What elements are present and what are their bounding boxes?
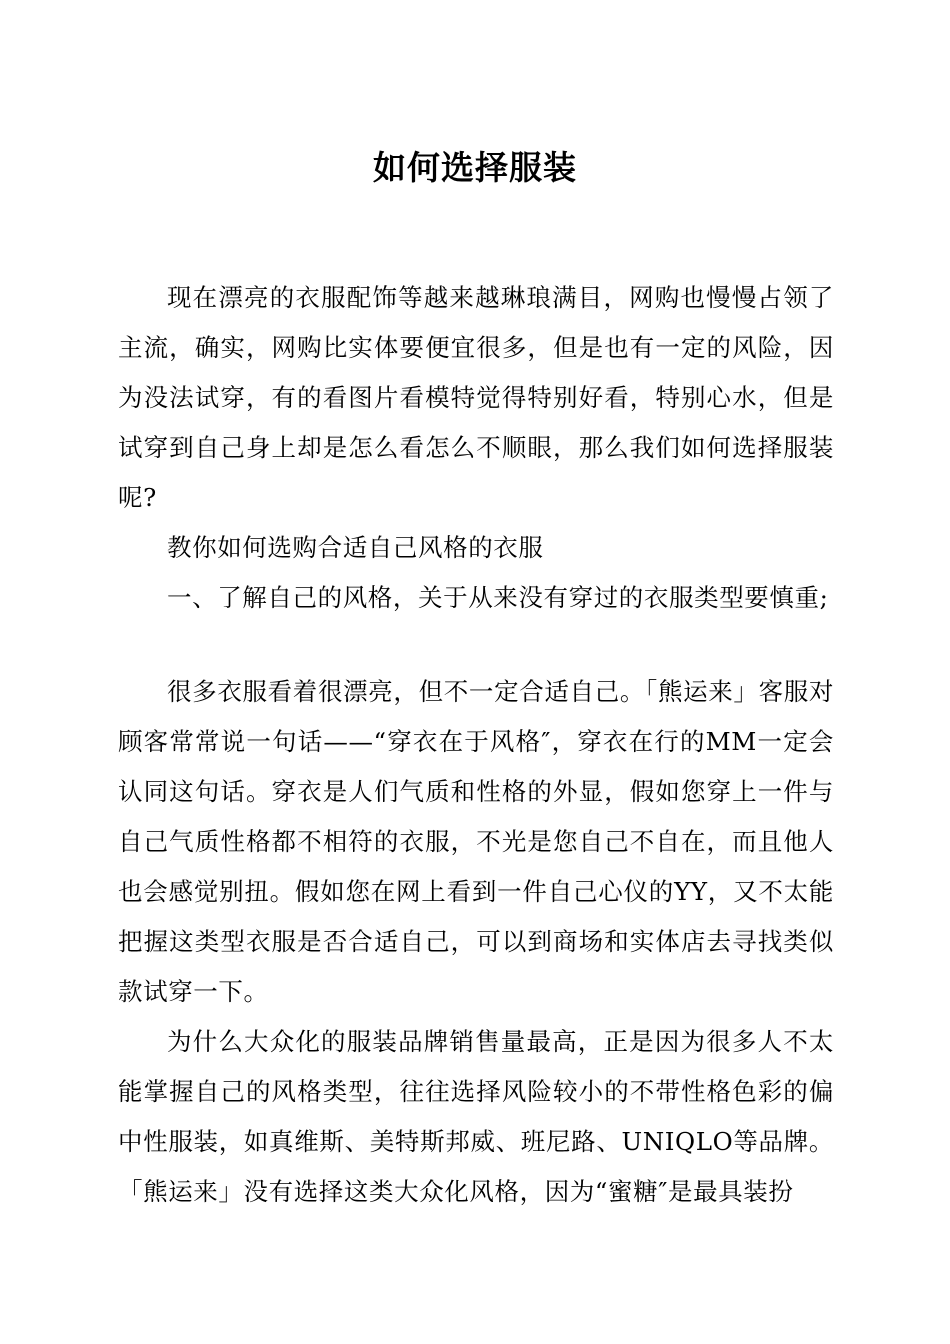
paragraph-subheading: 教你如何选购合适自己风格的衣服 [167,533,544,562]
paragraph-brand-advice: 为什么大众化的服装品牌销售量最高，正是因为很多人不太能掌握自己的风格类型，往往选择风险较小的不带性格色彩的偏中性服装，如真维斯、美特斯邦威、班尼路、UNIQLO等品牌。「熊运来」没有选择这类大众化风格，因为“蜜糖″是最具装扮 [118,1027,834,1206]
paragraph-intro: 现在漂亮的衣服配饰等越来越琳琅满目，网购也慢慢占领了主流，确实，网购比实体要便宜很多，但是也有一定的风险，因为没法试穿，有的看图片看模特觉得特别好看，特别心水，但是试穿到自己身上却是怎么看怎么不顺眼，那么我们如何选择服装呢? [118,283,834,512]
paragraph-style-advice: 很多衣服看着很漂亮，但不一定合适自己。「熊运来」客服对顾客常常说一句话——“穿衣在于风格″，穿衣在行的MM一定会认同这句话。穿衣是人们气质和性格的外显，假如您穿上一件与自己气质性格都不相符的衣服，不光是您自己不自在，而且他人也会感觉别扭。假如您在网上看到一件自己心仪的YY，又不太能把握这类型衣服是否合适自己，可以到商场和实体店去寻找类似款试穿一下。 [118,677,834,1006]
body-block-1 [118,273,834,623]
document-title: 如何选择服装 [373,148,577,187]
body-block-2 [118,667,834,1217]
paragraph-point-one: 一、了解自己的风格，关于从来没有穿过的衣服类型要慎重; [167,583,829,612]
